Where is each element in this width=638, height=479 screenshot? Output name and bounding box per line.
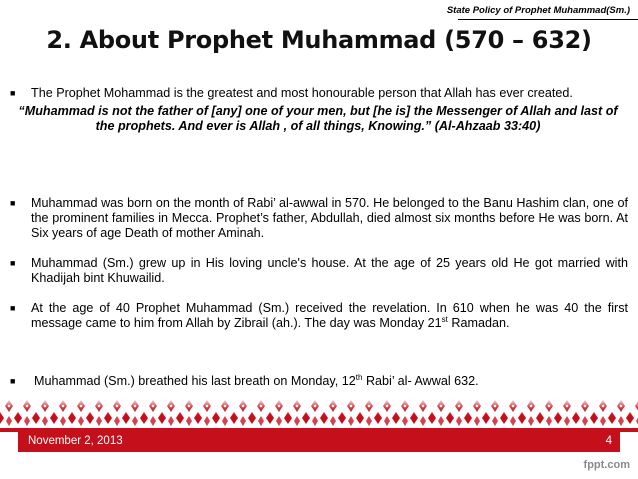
page-number: 4 [605,435,612,447]
bullet-square-icon: ■ [10,258,16,268]
header-rule [458,19,638,20]
ordinal-suffix: st [441,315,448,325]
bullet-item-5 [0,374,628,389]
bullet-item-2 [0,196,628,242]
bullet-text: Muhammad was born on the month of Rabi’ al-awwal in 570. He belonged to the Banu Hashim clan, one of the prominent families in Mecca. Prophet’s father, Abdullah, died almost six months before He was born. At Six years of age Death of mother Aminah. [31,196,628,241]
bullet-text-part: Rabi’ al- Awwal 632. [362,374,479,388]
bullet-item-3 [0,256,628,286]
footer-date: November 2, 2013 [28,435,123,447]
bullet-item-4 [0,301,628,331]
ordinal-suffix: th [355,372,363,382]
bullet-square-icon: ■ [10,198,16,208]
bullet-text: The Prophet Mohammad is the greatest and most honourable person that Allah has ever created. [31,86,573,100]
brand-watermark: fppt.com [583,459,630,471]
bullet-text [31,301,628,331]
bullet-text: Muhammad (Sm.) grew up in His loving uncle's house. At the age of 25 years old He got married with Khadijah bint Khuwailid. [31,256,628,286]
slide-title: 2. About Prophet Muhammad (570 – 632) [46,26,592,54]
bullet-text-part: At the age of 40 Prophet Muhammad (Sm.) received the revelation. In 610 when he was 40 the first message came to him from Allah by Zibrail (ah.). The day was Monday 21 [31,301,628,331]
bullet-square-icon: ■ [10,376,16,386]
bullet-square-icon: ■ [10,303,16,313]
bullet-square-icon: ■ [10,88,16,98]
bullet-item-1 [0,86,628,134]
quran-quote: “Muhammad is not the father of [any] one of your men, but [he is] the Messenger of Allah and last of the prophets. And ever is Allah , of all things, Knowing.” (Al-Ahzaab 33:40) [18,104,618,134]
header-note: State Policy of Prophet Muhammad(Sm.) [446,5,630,16]
bullet-text [34,374,628,389]
bullet-text-part: Ramadan. [447,316,510,331]
decorative-ornament-band [0,398,638,432]
bullet-text-part: Muhammad (Sm.) breathed his last breath on Monday, 12 [34,374,356,388]
